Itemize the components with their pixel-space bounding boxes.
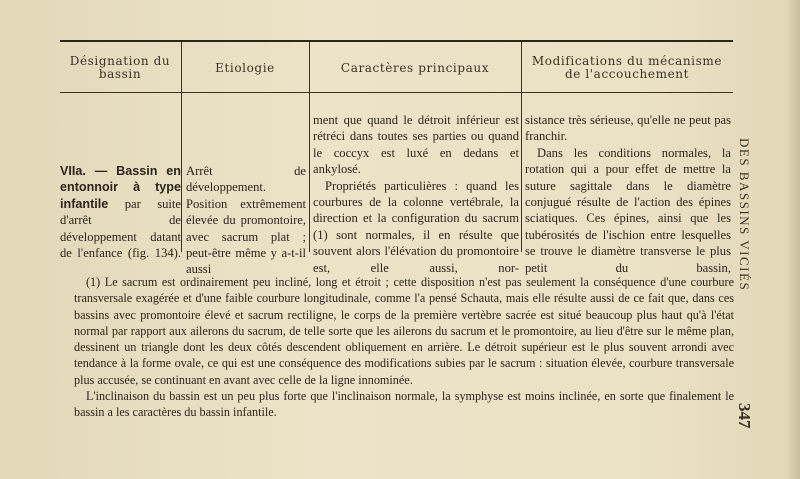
modifications-paragraph: Dans les conditions normales, la rotation qui a pour effet de mettre la suture sagittale dans le diamètre conjugué résulte de l'action des épines sciatiques. Ces épines, ainsi que les tubérosités de l'ischion entre lesquelles se trouve le diamètre transverse le plus petit du bassin, (525, 145, 731, 275)
designation-text: par suite d'arrêt de développement datant de l'enfance (fig. 134). (60, 196, 181, 261)
footnote-paragraph: (1) Le sacrum est ordinairement peu incliné, long et étroit ; cette disposition n'est pas seulement la conséquence d'une courbure transversale exagérée et d'une faible courbure longitudinale, comme l'a pensé Schauta, mais elle résulte aussi de ce fait que, dans ces bassins avec promontoire élevé et sacrum rectiligne, le corps de la première vertèbre sacrée est situé beaucoup plus haut qu'à l'état normal par rapport aux ailerons du sacrum, de telle sorte que les ailerons du sacrum et le promontoire, au lieu d'être sur le même plan, dessinent un triangle dont les deux côtés descendent obliquement en arrière. Le détroit supérieur est le plus souvent arrondi avec tendance à la forme ovale, ce qui est une conséquence des modifications subies par le sacrum : situation élevée, courbure transversale plus accusée, se continuant en avant avec celle de la ligne innominée. (74, 275, 734, 387)
running-head: DES BASSINS VICIÉS (737, 138, 752, 292)
header-etiologie: Etiologie (215, 60, 275, 75)
caracteres-paragraph: Propriétés particulières : quand les courbures de la colonne vertébrale, la direction et la configuration du sacrum (1) sont normales, il en résulte que souvent alors l'élévation du promontoire est, elle aussi, nor- (313, 178, 519, 275)
header-modifications: Modifications du mécanisme de l'accouchement (531, 54, 723, 81)
header-designation: Désignation du bassin (69, 54, 171, 81)
caracteres-paragraph: ment que quand le détroit inférieur est rétréci dans toutes ses parties ou quand le coccyx est luxé en dedans et ankylosé. (313, 113, 519, 177)
cell-modifications (525, 112, 731, 276)
designation-title: VIIa. — Bassin en entonnoir à type infantile (60, 164, 181, 211)
table-header-rule (60, 92, 733, 93)
footnotes (74, 274, 734, 421)
page-number: 347 (735, 403, 754, 429)
table-top-rule (60, 40, 733, 42)
classification-table (60, 40, 733, 277)
modifications-paragraph: sistance très sérieuse, qu'elle ne peut pas franchir. (525, 113, 731, 144)
cell-designation (60, 163, 181, 261)
cell-caracteres (313, 112, 519, 276)
header-caracteres: Caractères principaux (340, 60, 490, 75)
footnote-paragraph: L'inclinaison du bassin est un peu plus forte que l'inclinaison normale, la symphyse est moins inclinée, en sorte que finalement le bassin a les caractères du bassin infantile. (74, 389, 734, 420)
page-edge-shadow (786, 0, 800, 479)
cell-etiologie: Arrêt de développement. Position extrêmement élevée du promontoire, avec sacrum plat ; peut-être même y a-t-il aussi (186, 164, 306, 277)
